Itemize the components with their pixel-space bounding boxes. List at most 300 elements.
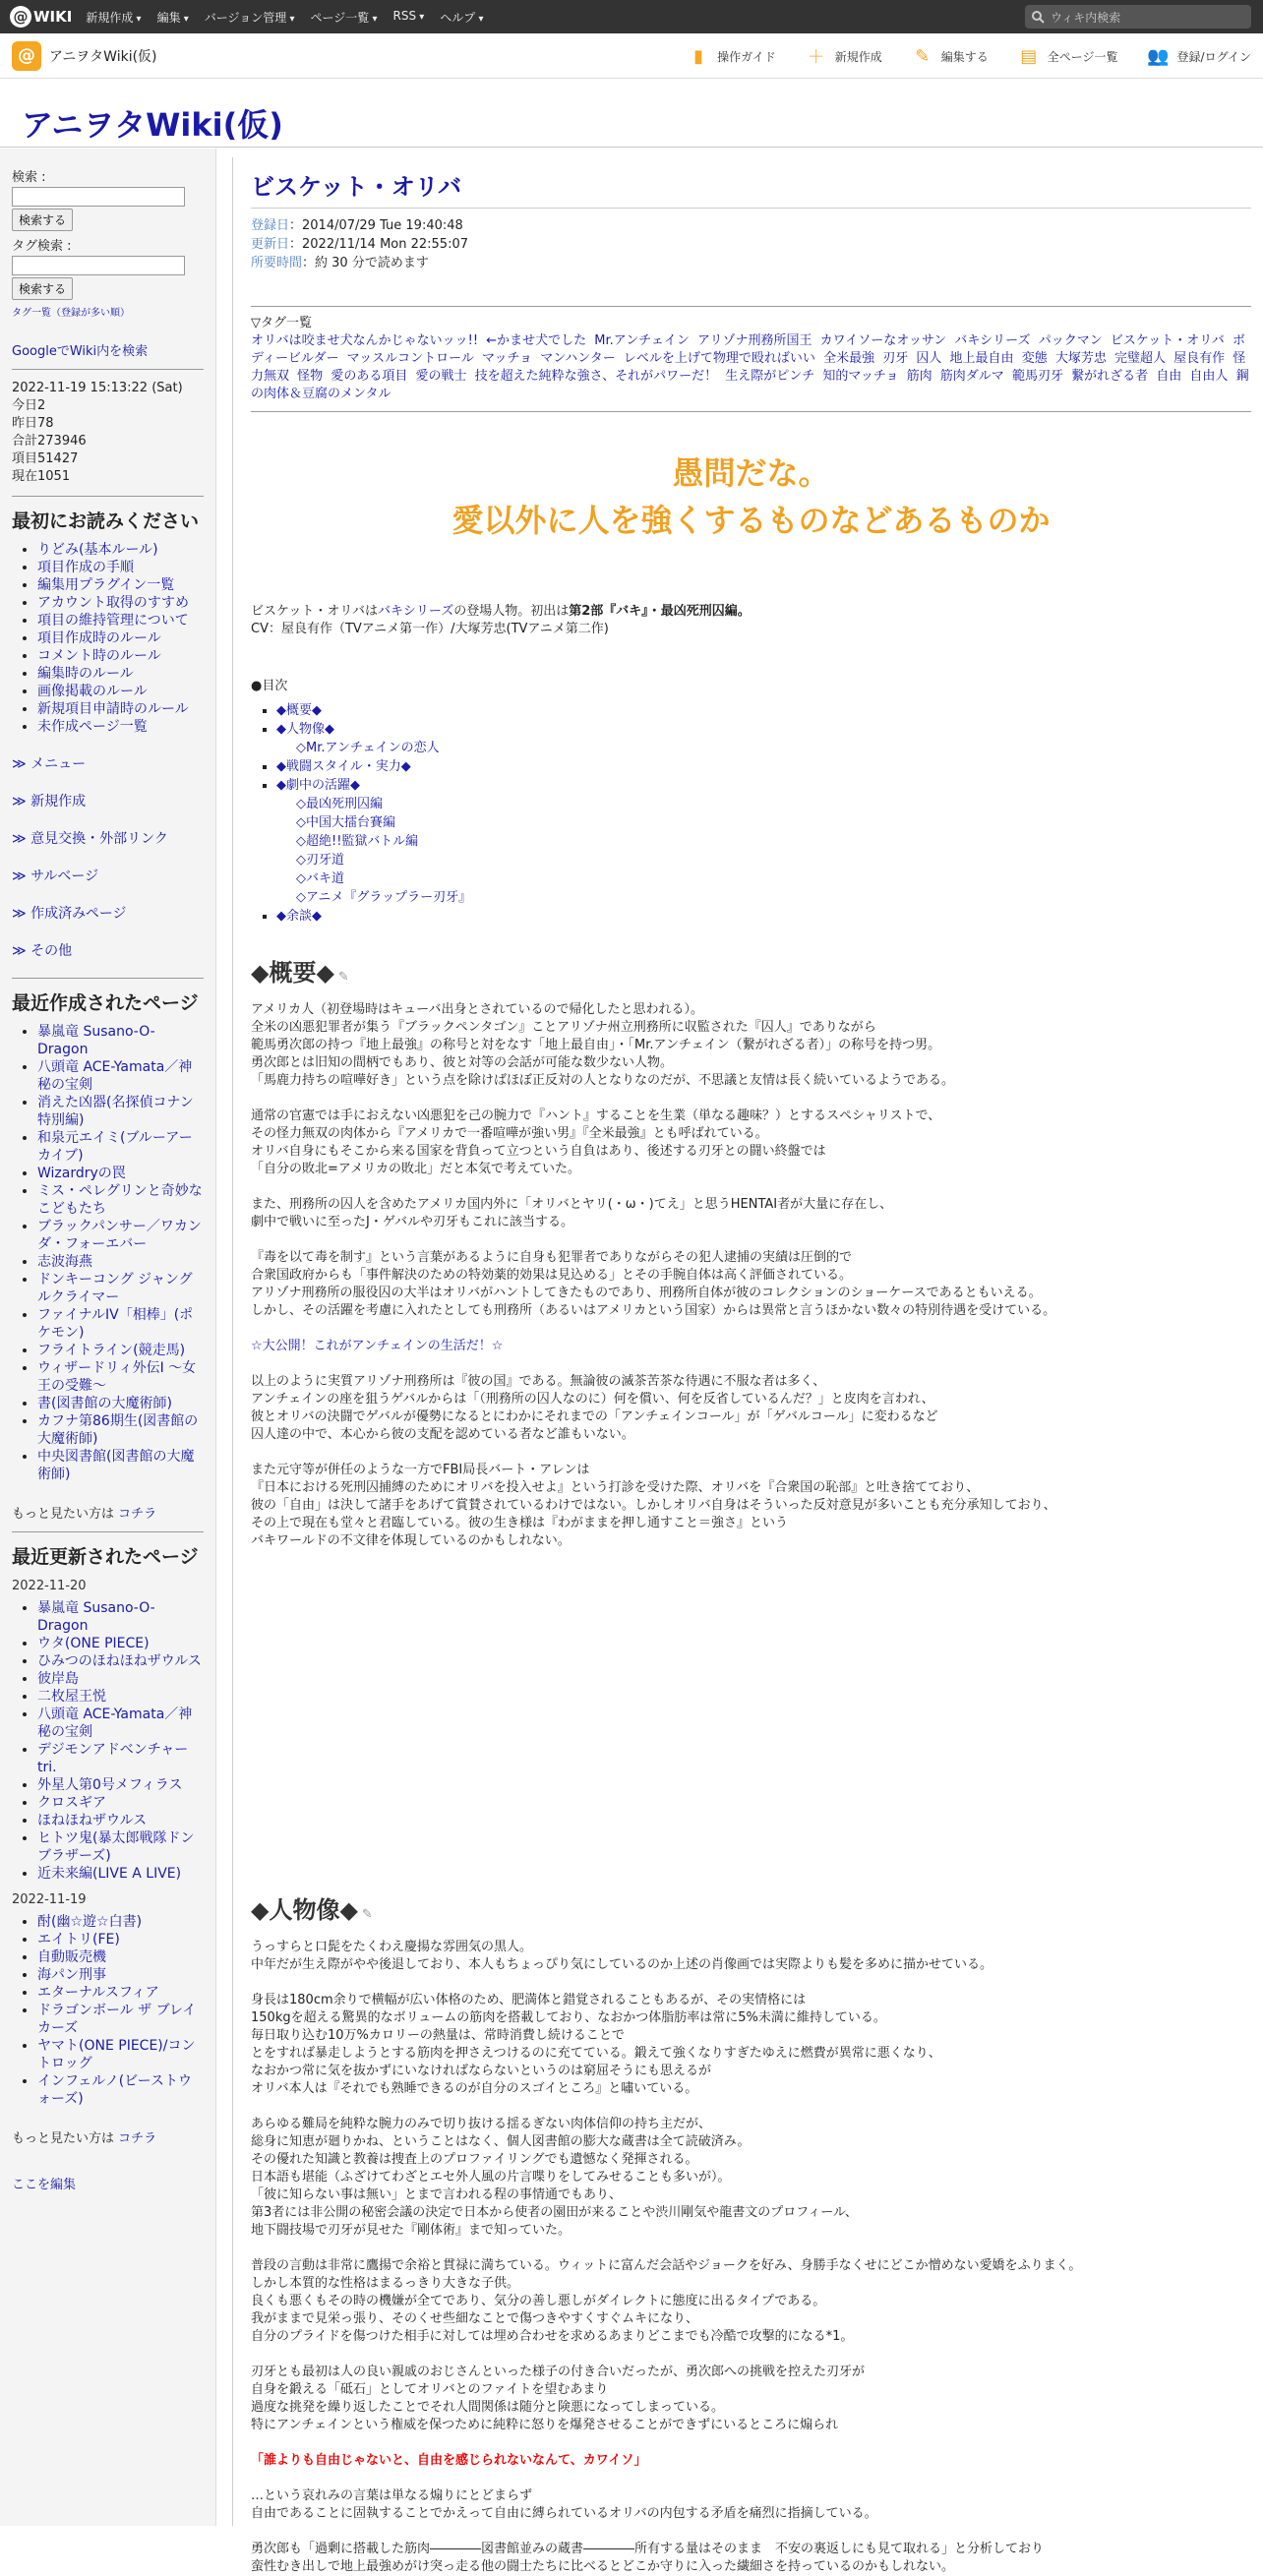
list-item xyxy=(37,1448,204,1483)
text-line: 過度な挑発を繰り返したことでそれ人間関係は随分と険悪になってしまっている。 xyxy=(251,2400,725,2415)
toc-item xyxy=(296,795,1251,813)
text-line: 「彼に知らない事は無い」とまで言われる程の事情通でもあり、 xyxy=(251,2187,623,2202)
text-line: 合衆国政府からも「事件解決のための特効薬的効果は見込める」とその手腕自体は高く評価されている。 xyxy=(251,1268,853,1283)
tag-link[interactable]: 愛の戦士 xyxy=(415,369,467,384)
sidebar-link[interactable]: ほねほねザウルス xyxy=(37,1813,148,1828)
sidebar-link[interactable]: フライトライン(競走馬) xyxy=(37,1343,186,1358)
text-line: その優れた知識と教養は捜査上のプロファイリングでも遺憾なく発揮される。 xyxy=(251,2152,698,2167)
menu-help[interactable]: ヘルプ ▾ xyxy=(440,9,483,26)
toc-link[interactable]: ◇バキ道 xyxy=(296,871,344,886)
toc-link[interactable]: ◇刃牙道 xyxy=(296,853,344,868)
sidebar-link[interactable]: ミス・ペレグリンと奇妙なこどもたち xyxy=(37,1183,203,1217)
list-item xyxy=(37,1984,204,2002)
toc-label: ●目次 xyxy=(251,679,288,693)
toc-link[interactable]: ◆戦闘スタイル・実力◆ xyxy=(276,759,411,774)
text-line: オリバ本人は『それでも熟睡できるのが自分のスゴイところ』と嘯いている。 xyxy=(251,2081,698,2096)
text-line: 普段の言動は非常に鷹揚で余裕と貫禄に満ちている。ウィットに富んだ会話やジョークを好み、身勝手なくせにどこか憎めない愛嬌をふりまく。 xyxy=(251,2258,1082,2273)
fold-links[interactable]: ≫ 意見交換・外部リンク xyxy=(12,828,204,848)
sidebar-link[interactable]: 中央図書館(図書館の大魔術師) xyxy=(37,1449,195,1482)
paragraph xyxy=(251,1338,1251,1355)
google-search-link[interactable]: GoogleでWiki内を検索 xyxy=(12,344,149,359)
tag-list-link[interactable]: タグ一覧（登録が多い順） xyxy=(12,308,130,319)
list-item xyxy=(37,1913,204,1931)
intro-text: の登場人物。初出は xyxy=(453,604,570,619)
paragraph xyxy=(251,2452,1251,2470)
text-line: アメリカ人（初登場時はキューバ出身とされているので帰化したと思われる）。 xyxy=(251,1002,703,1017)
tag-link[interactable]: 怪力無双 xyxy=(251,351,1246,384)
toc-item xyxy=(296,888,1251,907)
tag-link[interactable]: 刃牙 xyxy=(882,351,909,366)
user-add-icon: 👥 xyxy=(1147,45,1170,67)
list-item xyxy=(37,1931,204,1948)
tag-link[interactable]: パックマン xyxy=(1038,333,1103,348)
text-line: 彼の「自由」は決して諸手をあげて賞賛されているわけではない。しかしオリバ自身はそういった反対意見が多いことも充分承知しており、 xyxy=(251,1498,1056,1513)
more-link[interactable]: コチラ xyxy=(118,2131,157,2146)
new-page-label: 新規作成 xyxy=(834,49,882,64)
list-item xyxy=(37,1688,204,1706)
registered-label: 登録日 xyxy=(251,218,290,233)
toc-link[interactable]: ◇アニメ『グラップラー刃牙』 xyxy=(296,890,472,905)
list-item xyxy=(37,1599,204,1635)
list-item xyxy=(37,1635,204,1652)
text-line: 150kgを超える驚異的なボリュームの筋肉を搭載しており、なおかつ体脂肪率は常に5%未満に維持している。 xyxy=(251,2010,886,2025)
toc-link[interactable]: ◆劇中の活躍◆ xyxy=(276,778,360,793)
new-page-button[interactable] xyxy=(806,45,882,67)
sidebar-link[interactable]: コメント時のルール xyxy=(37,648,161,664)
text-line: なおかつ常に気を抜かずにいなければならないというのは窮屈そうにも思えるが xyxy=(251,2064,712,2078)
page-meta xyxy=(251,216,1251,272)
list-item xyxy=(37,1948,204,1966)
list-item xyxy=(37,1652,204,1670)
text-line: 範馬勇次郎の持つ『地上最強』の称号と対をなす「地上最自由」・「Mr.アンチェイン（繋がれざる者）」の称号を持つ男。 xyxy=(251,1038,941,1052)
tag-link[interactable]: マンハンター xyxy=(540,351,616,366)
paragraph xyxy=(251,1196,1251,1231)
text-line: 自分のプライドを傷つけた相手に対しては埋め合わせを求めるあまりどこまでも冷酷で攻撃的になる*1。 xyxy=(251,2329,854,2344)
sidebar-link[interactable]: 暴嵐竜 Susano-O-Dragon xyxy=(37,1024,155,1057)
tag-link[interactable]: 愛のある項目 xyxy=(331,369,408,384)
sidebar-link[interactable]: 酎(幽☆遊☆白書) xyxy=(37,1914,143,1930)
sidebar-link[interactable]: ファイナルIV「相棒」(ポケモン) xyxy=(37,1307,194,1341)
sidebar-link[interactable]: エターナルスフィア xyxy=(37,1985,159,2001)
list-item xyxy=(37,647,204,665)
list-item xyxy=(37,1812,204,1829)
menu-version[interactable]: バージョン管理 ▾ xyxy=(205,9,295,26)
tag-link[interactable]: ←かませ犬でした xyxy=(486,333,587,348)
sidebar-link[interactable]: 項目の維持管理について xyxy=(37,613,189,629)
text-line: アンチェインの座を狙うゲバルからは「（刑務所の囚人なのに）何を償い、何を反省しているんだ？」と皮肉を言われ、 xyxy=(251,1392,934,1407)
menu-rss[interactable]: RSS ▾ xyxy=(392,9,424,26)
login-label: 登録/ログイン xyxy=(1176,49,1251,64)
text-line: バキワールドの不文律を体現しているのかもしれない。 xyxy=(251,1533,571,1548)
text-line: とをすれば暴走しようとする筋肉を押さえつけるのに充てている。鍛えて強くなりすぎたゆえに燃費が異常に悪くなり、 xyxy=(251,2046,941,2061)
tag-link[interactable]: 完璧超人 xyxy=(1114,351,1167,366)
list-item xyxy=(37,1412,204,1448)
paragraph xyxy=(251,2541,1251,2576)
list-item xyxy=(37,683,204,700)
list-item xyxy=(37,1271,204,1306)
tag-link[interactable]: マッチョ xyxy=(481,351,533,366)
sidebar-link[interactable]: 八頭竜 ACE-Yamata／神秘の宝剣 xyxy=(37,1707,193,1740)
sidebar-link[interactable]: 海パン刑事 xyxy=(37,1967,106,1983)
sidebar-link[interactable]: クロスギア xyxy=(37,1795,106,1811)
sidebar-link[interactable]: りどみ(基本ルール) xyxy=(37,542,158,558)
sidebar-link[interactable]: ひみつのほねほねザウルス xyxy=(37,1653,202,1669)
stat-total: 合計273946 xyxy=(12,434,87,449)
tag-link[interactable]: 大塚芳忠 xyxy=(1054,351,1107,366)
text-line: しかし本質的な性格はまるっきり大きな子供。 xyxy=(251,2276,520,2291)
all-pages-button[interactable] xyxy=(1018,45,1118,67)
sidebar-link[interactable]: ウィザードリィ外伝I ～女王の受難～ xyxy=(37,1360,197,1394)
intro-bold: 第2部『バキ』・最凶死刑囚編。 xyxy=(569,604,751,619)
paragraph xyxy=(251,2487,1251,2523)
toc-link[interactable]: ◆余談◆ xyxy=(276,909,322,924)
top-menu xyxy=(86,9,483,26)
text-line: 刃牙とも最初は人の良い親戚のおじさんといった様子の付き合いだったが、勇次郎への挑戦を控えた刃牙が xyxy=(251,2365,866,2379)
section-title: ◆概要◆ xyxy=(251,959,334,987)
list-item xyxy=(37,1776,204,1794)
spacer xyxy=(251,1568,1251,1863)
text-line: 毎日取り込む10万%カロリーの熱量は、常時消費し続けることで xyxy=(251,2028,625,2043)
toc-link[interactable]: ◆概要◆ xyxy=(276,703,322,718)
sidebar-link[interactable]: 八頭竜 ACE-Yamata／神秘の宝剣 xyxy=(37,1059,193,1093)
sidebar-link[interactable]: ヒトツ鬼(暴太郎戦隊ドンブラザーズ) xyxy=(37,1830,195,1864)
text-line: あらゆる難局を純粋な腕力のみで切り抜ける揺るぎない肉体信仰の持ち主だが、 xyxy=(251,2117,712,2131)
tag-link[interactable]: 筋肉 xyxy=(906,369,932,384)
list-item xyxy=(37,1182,204,1218)
menu-pages[interactable]: ページ一覧 ▾ xyxy=(311,9,378,26)
sidebar-link[interactable]: 編集時のルール xyxy=(37,666,134,682)
paragraph xyxy=(251,1001,1251,1090)
list-item xyxy=(37,1706,204,1741)
access-stats xyxy=(12,380,204,486)
text-line: 日本語も堪能（ふざけてわざとエセ外人風の片言喋りをしてみせることも多いが）。 xyxy=(251,2170,731,2185)
recent-updated-heading: 最近更新されたページ xyxy=(12,1546,199,1568)
paragraph xyxy=(251,1373,1251,1444)
list-item xyxy=(37,1670,204,1688)
edit-section-icon[interactable]: ✎ xyxy=(361,1907,373,1922)
sidebar-link[interactable]: ブラックパンサー／ワカンダ・フォーエバー xyxy=(37,1219,202,1252)
tag-link[interactable]: 範馬刃牙 xyxy=(1011,369,1063,384)
first-read-list xyxy=(37,541,204,736)
text-line: しかし、その活躍を考慮に入れたとしても刑務所（あるいはアメリカという国家）からは異常と言うほかない数々の特別待遇を受けている。 xyxy=(251,1303,1056,1318)
sidebar-link[interactable]: 消えた凶器(名探偵コナン特別編) xyxy=(37,1095,194,1128)
sidebar-link[interactable]: 志波海燕 xyxy=(37,1254,92,1270)
tag-link[interactable]: 自由人 xyxy=(1189,369,1229,384)
sidebar-link[interactable]: 二枚屋王悦 xyxy=(37,1689,106,1705)
more-updated xyxy=(12,2127,204,2146)
sidebar-link[interactable]: 新規項目申請時のルール xyxy=(37,701,189,717)
more-link[interactable]: コチラ xyxy=(118,1507,157,1522)
stat-today: 今日2 xyxy=(12,398,46,413)
cv-text: CV：屋良有作（TVアニメ第一作）/大塚芳忠(TVアニメ第二作) xyxy=(251,622,609,636)
toc-link[interactable]: ◇中国大擂台賽編 xyxy=(296,815,395,830)
intro-link[interactable]: バキシリーズ xyxy=(377,604,454,619)
toc-item xyxy=(276,701,1251,720)
tags-label: ▽タグ一覧 xyxy=(251,316,312,330)
list-item xyxy=(37,1165,204,1182)
sidebar-link[interactable]: 項目作成の手順 xyxy=(37,560,134,575)
fold-salvage[interactable]: ≫ サルベージ xyxy=(12,866,204,885)
paragraph xyxy=(251,2116,1251,2240)
list-item xyxy=(37,665,204,683)
toc-link[interactable]: ◇超絶!!監獄バトル編 xyxy=(296,834,419,849)
updated-label: 更新日 xyxy=(251,237,290,252)
toc-link[interactable]: ◇最凶死刑囚編 xyxy=(296,797,383,811)
search-icon xyxy=(1031,10,1045,24)
search-placeholder: ウィキ内検索 xyxy=(1051,10,1121,25)
text-line: その上で現在も堂々と君臨している。彼の生き様は『わがままを押し通すこと＝強さ』という xyxy=(251,1516,789,1530)
stat-datetime: 2022-11-19 15:13:22 (Sat) xyxy=(12,381,183,395)
toc-link[interactable]: ◇Mr.アンチェインの恋人 xyxy=(296,741,440,755)
more-text: もっと見たい方は xyxy=(12,1507,115,1522)
tag-link[interactable]: Mr.アンチェイン xyxy=(594,333,690,348)
text-line: 勇次郎とは旧知の間柄でもあり、彼と対等の会話が可能な数少ない人物。 xyxy=(251,1055,674,1070)
section-heading-personality xyxy=(251,1890,1251,1925)
table-of-contents xyxy=(276,701,1251,926)
intro xyxy=(251,603,1251,638)
text-line: 自身を鍛える「砥石」としてオリバとのファイトを望むあまり xyxy=(251,2382,609,2397)
edit-sidebar-link[interactable]: ここを編集 xyxy=(12,2178,77,2192)
tag-search-label: タグ検索 : xyxy=(12,239,72,254)
sidebar-link[interactable]: ウタ(ONE PIECE) xyxy=(37,1636,150,1651)
time-value: ：約 30 分で読めます xyxy=(302,256,429,270)
tag-link[interactable]: オリバは咬ませ犬なんかじゃないッッ!! xyxy=(251,333,479,348)
list-item xyxy=(37,594,204,612)
divider xyxy=(12,369,204,370)
menu-edit[interactable]: 編集 ▾ xyxy=(157,9,189,26)
text-line: 全米の凶悪犯罪者が集う『ブラックペンタゴン』ことアリゾナ州立刑務所に収監された『囚人』でありながら xyxy=(251,1020,876,1035)
text-line: その怪力無双の肉体から『アメリカで一番喧嘩が強い男』『全米最強』とも呼ばれている。 xyxy=(251,1126,768,1141)
tag-link[interactable]: マッスルコントロール xyxy=(346,351,474,366)
list-item xyxy=(37,612,204,629)
updated-value: ：2022/11/14 Mon 22:55:07 xyxy=(289,237,469,252)
tag-link[interactable]: 全米最強 xyxy=(823,351,875,366)
fold-new[interactable]: ≫ 新規作成 xyxy=(12,791,204,810)
recent-updated-list-1 xyxy=(37,1599,204,1883)
tag-link[interactable]: 技を超えた純粋な強さ、それがパワーだ！ xyxy=(474,369,718,384)
sidebar-link[interactable]: 近未来編(LIVE A LIVE) xyxy=(37,1866,182,1882)
wiki-title-bar xyxy=(0,79,1263,148)
sidebar-link[interactable]: ドンキーコング ジャングルクライマー xyxy=(37,1272,193,1305)
paragraph xyxy=(251,1992,1251,2098)
tag-link[interactable]: レベルを上げて物理で殴ればいい xyxy=(623,351,815,366)
tag-link[interactable]: 囚人 xyxy=(916,351,942,366)
sidebar-search-input[interactable] xyxy=(12,187,185,207)
tag-search-button[interactable]: 検索する xyxy=(12,277,73,300)
menu-new[interactable]: 新規作成 ▾ xyxy=(86,9,141,26)
edit-button[interactable] xyxy=(912,45,989,67)
tag-link[interactable]: 地上最自由 xyxy=(949,351,1014,366)
quote: 「誰よりも自由じゃないと、自由を感じられないなんて、カワイソ」 xyxy=(251,2453,647,2468)
tag-link[interactable]: 筋肉ダルマ xyxy=(939,369,1004,384)
text-line: 良くも悪くもその時の機嫌が全てであり、気分の善し悪しがダイレクトに態度に出るタイプである。 xyxy=(251,2294,826,2308)
headline-line: 愛以外に人を強くするものなどあるものか xyxy=(451,502,1051,539)
tag-link[interactable]: ビスケット・オリバ xyxy=(1110,333,1225,348)
list-item xyxy=(37,2037,204,2072)
text-line: 『日本における死刑囚捕縛のためにオリバを投入せよ』という打診を受けた際、オリバを『合衆国の恥部』と吐き捨てており、 xyxy=(251,1480,980,1495)
tags xyxy=(251,332,1251,403)
text-line: 彼とオリバの決闘でゲバルが優勢になるとにわかにそれまでの「アンチェインコール」が「ゲバルコール」に変わるなど xyxy=(251,1409,938,1424)
sidebar-link[interactable]: 編集用プラグイン一覧 xyxy=(37,577,175,593)
text-line: 勇次郎も「過剰に搭載した筋肉――――図書館並みの蔵書――――所有する量はそのまま 不安の裏返しにも見て取れる」と分析しており xyxy=(251,2542,1045,2556)
tag-search-input[interactable] xyxy=(12,256,185,275)
toc-item xyxy=(296,869,1251,888)
list-item xyxy=(37,1359,204,1395)
list-item xyxy=(37,2072,204,2108)
wiki-logo[interactable] xyxy=(10,6,72,28)
recent-created-heading: 最近作成されたページ xyxy=(12,992,199,1014)
list-item xyxy=(37,1306,204,1342)
stat-current: 現在1051 xyxy=(12,469,71,484)
recent-created-list xyxy=(37,1023,204,1483)
intro-text: ビスケット・オリバは xyxy=(251,604,378,619)
sidebar-link[interactable]: Wizardryの罠 xyxy=(37,1166,126,1181)
section-title: ◆人物像◆ xyxy=(251,1896,358,1924)
list-item xyxy=(37,629,204,647)
sidebar-link[interactable]: アカウント取得のすすめ xyxy=(37,595,189,611)
sidebar-link[interactable]: 画像掲載のルール xyxy=(37,684,148,699)
paragraph xyxy=(251,2364,1251,2434)
list-item xyxy=(37,1966,204,1984)
text-line: 劇中で戦いに至ったJ・ゲバルや刃牙もこれに該当する。 xyxy=(251,1215,574,1229)
edit-section-icon[interactable]: ✎ xyxy=(337,970,349,985)
section-heading-overview xyxy=(251,953,1251,988)
list-item xyxy=(37,1794,204,1812)
more-text: もっと見たい方は xyxy=(12,2131,115,2146)
toc-link[interactable]: ◆人物像◆ xyxy=(276,722,334,737)
sidebar-link[interactable]: 彼岸島 xyxy=(37,1671,79,1687)
text-line: 囚人達の中で、本心から彼の支配を認めている者など誰もいない。 xyxy=(251,1427,634,1442)
tag-link[interactable]: 知的マッチョ xyxy=(822,369,899,384)
stat-items: 項目51427 xyxy=(12,451,79,466)
tag-link[interactable]: 鋼の肉体＆豆腐のメンタル xyxy=(251,369,1249,401)
tag-link[interactable]: バキシリーズ xyxy=(954,333,1031,348)
sidebar-link[interactable]: 外星人第0号メフィラス xyxy=(37,1777,183,1793)
text-line: アリゾナ刑務所の服役囚の大半はオリバがハントしてきたものであり、刑務所自体が彼のコレクションのショーケースであるともいえる。 xyxy=(251,1286,1042,1300)
sidebar-search-button[interactable]: 検索する xyxy=(12,209,73,231)
registered-value: ：2014/07/29 Tue 19:40:48 xyxy=(289,218,463,233)
site-header xyxy=(0,33,1263,79)
headline-line: 愚問だな。 xyxy=(672,454,830,492)
text-line: 「馬鹿力持ちの喧嘩好き」という点を除けばほぼ正反対の人となりなのだが、不思議と友情は長く続いているようである。 xyxy=(251,1073,955,1088)
tag-link[interactable]: 繋がれざる者 xyxy=(1071,369,1149,384)
sidebar-link[interactable]: インフェルノ(ビーストウォーズ) xyxy=(37,2073,192,2107)
list-item xyxy=(37,576,204,594)
sidebar-link[interactable]: デジモンアドベンチャー tri. xyxy=(37,1742,189,1775)
list-item xyxy=(37,1218,204,1253)
fold-other[interactable]: ≫ その他 xyxy=(12,940,204,960)
text-line: 第3者には非公開の秘密会議の決定で日本から使者の園田が来ることや渋川剛気や龍書文のプロフィール、 xyxy=(251,2205,858,2220)
sidebar-link[interactable]: エイトリ(FE) xyxy=(37,1932,120,1947)
list-item xyxy=(37,1865,204,1883)
list-item xyxy=(37,718,204,736)
divider xyxy=(12,1531,204,1532)
text-line: 「自分の敗北=アメリカの敗北」だと本気で考えていた。 xyxy=(251,1162,580,1176)
text-line: うっすらと口髭をたくわえ慶揚な雰囲気の黒人。 xyxy=(251,1940,533,1954)
plus-icon: ＋ xyxy=(807,47,825,68)
guide-button[interactable] xyxy=(688,45,776,67)
text-line: …という哀れみの言葉は単なる煽りにとどまらず xyxy=(251,2488,533,2503)
divider xyxy=(12,496,204,497)
tag-link[interactable]: ボディービルダー xyxy=(251,333,1245,366)
sidebar-link[interactable]: 暴嵐竜 Susano-O-Dragon xyxy=(37,1600,155,1634)
tag-link[interactable]: 屋良有作 xyxy=(1173,351,1226,366)
list-item xyxy=(37,1829,204,1865)
text-line: オリバ自身にもそこから来る国家を背負って立つという自負はあり、後述する刃牙との闘い終盤では xyxy=(251,1144,826,1159)
toc-item xyxy=(296,851,1251,869)
sidebar-link[interactable]: 自動販売機 xyxy=(37,1949,106,1965)
site-brand[interactable] xyxy=(12,41,157,71)
wiki-title[interactable]: アニヲタWiki(仮) xyxy=(22,106,283,144)
fold-created[interactable]: ≫ 作成済みページ xyxy=(12,903,204,923)
toc-item xyxy=(296,832,1251,851)
toc-item xyxy=(296,739,1251,757)
list-item xyxy=(37,1058,204,1094)
logo-text: WIKI xyxy=(33,8,73,26)
text-line: 総身に知恵が廻りかね、ということはなく、個人図書館の膨大な蔵書は全て読破済み。 xyxy=(251,2134,751,2149)
tag-link[interactable]: アリゾナ刑務所国王 xyxy=(696,333,812,348)
search-label: 検索 : xyxy=(12,170,46,185)
tag-link[interactable]: 自由 xyxy=(1156,369,1182,384)
paragraph xyxy=(251,1939,1251,1974)
wiki-search-input[interactable] xyxy=(1025,5,1251,29)
tag-link[interactable]: カワイソーなオッサン xyxy=(819,333,947,348)
list-item xyxy=(37,1023,204,1058)
divider xyxy=(12,978,204,979)
sidebar-link[interactable]: 書(図書館の大魔術師) xyxy=(37,1396,172,1411)
login-button[interactable] xyxy=(1148,45,1251,67)
text-line: 自由であることに固執することでかえって自由に縛られているオリバの内包する矛盾を痛烈に指摘している。 xyxy=(251,2506,877,2521)
sidebar-link[interactable]: ヤマト(ONE PIECE)/コントロッグ xyxy=(37,2038,196,2071)
time-label: 所要時間 xyxy=(251,256,303,270)
life-link[interactable]: ☆大公開！これがアンチェインの生活だ！☆ xyxy=(251,1339,504,1353)
sidebar-link[interactable]: ドラゴンボール ザ ブレイカーズ xyxy=(37,2003,197,2036)
sidebar-link[interactable]: 和泉元エイミ(ブルーアーカイブ) xyxy=(37,1130,193,1164)
paragraph xyxy=(251,1108,1251,1178)
article xyxy=(232,157,1251,2574)
sidebar-link[interactable]: 項目作成時のルール xyxy=(37,630,161,646)
text-line: 蛮性むき出しで地上最強めがけ突っ走る他の闘士たちに比べるとどこか守りに入った繊細さを持っているのかもしれない。 xyxy=(251,2559,955,2574)
text-line: 我がままで見栄っ張り、そのくせ些細なことで傷つきやすくすぐムキになり、 xyxy=(251,2311,699,2326)
fold-menu[interactable]: ≫ メニュー xyxy=(12,753,204,773)
site-badge-icon: @ xyxy=(12,41,41,71)
toc-item xyxy=(276,720,1251,757)
paragraph xyxy=(251,1249,1251,1320)
sidebar xyxy=(0,149,216,2526)
edit-label: 編集する xyxy=(940,49,989,64)
tag-list xyxy=(251,306,1251,412)
tag-link[interactable]: 生え際がピンチ xyxy=(725,369,815,384)
list-item xyxy=(37,1253,204,1271)
sidebar-link[interactable]: 未作成ページ一覧 xyxy=(37,719,148,735)
text-line: 身長は180cm余りで横幅が広い体格のため、肥満体と錯覚されることもあるが、その実情格には xyxy=(251,1993,807,2007)
text-line: 特にアンチェインという権威を保つために純粋に怒りを爆発させることができずにいるところに煽られ xyxy=(251,2418,839,2432)
list-item xyxy=(37,2002,204,2037)
list-item xyxy=(37,541,204,559)
list-item xyxy=(37,1094,204,1129)
pencil-icon: ✎ xyxy=(915,45,931,67)
all-pages-label: 全ページ一覧 xyxy=(1047,49,1118,64)
site-name: アニヲタWiki(仮) xyxy=(49,48,157,65)
tag-link[interactable]: 変態 xyxy=(1021,351,1048,366)
sidebar-link[interactable]: カフナ第86期生(図書館の大魔術師) xyxy=(37,1413,199,1447)
tag-link[interactable]: 怪物 xyxy=(297,369,324,384)
list-item xyxy=(37,1129,204,1165)
toc-item xyxy=(276,907,1251,926)
toc-item xyxy=(276,757,1251,776)
list-item xyxy=(37,1395,204,1412)
top-navbar xyxy=(0,0,1263,33)
